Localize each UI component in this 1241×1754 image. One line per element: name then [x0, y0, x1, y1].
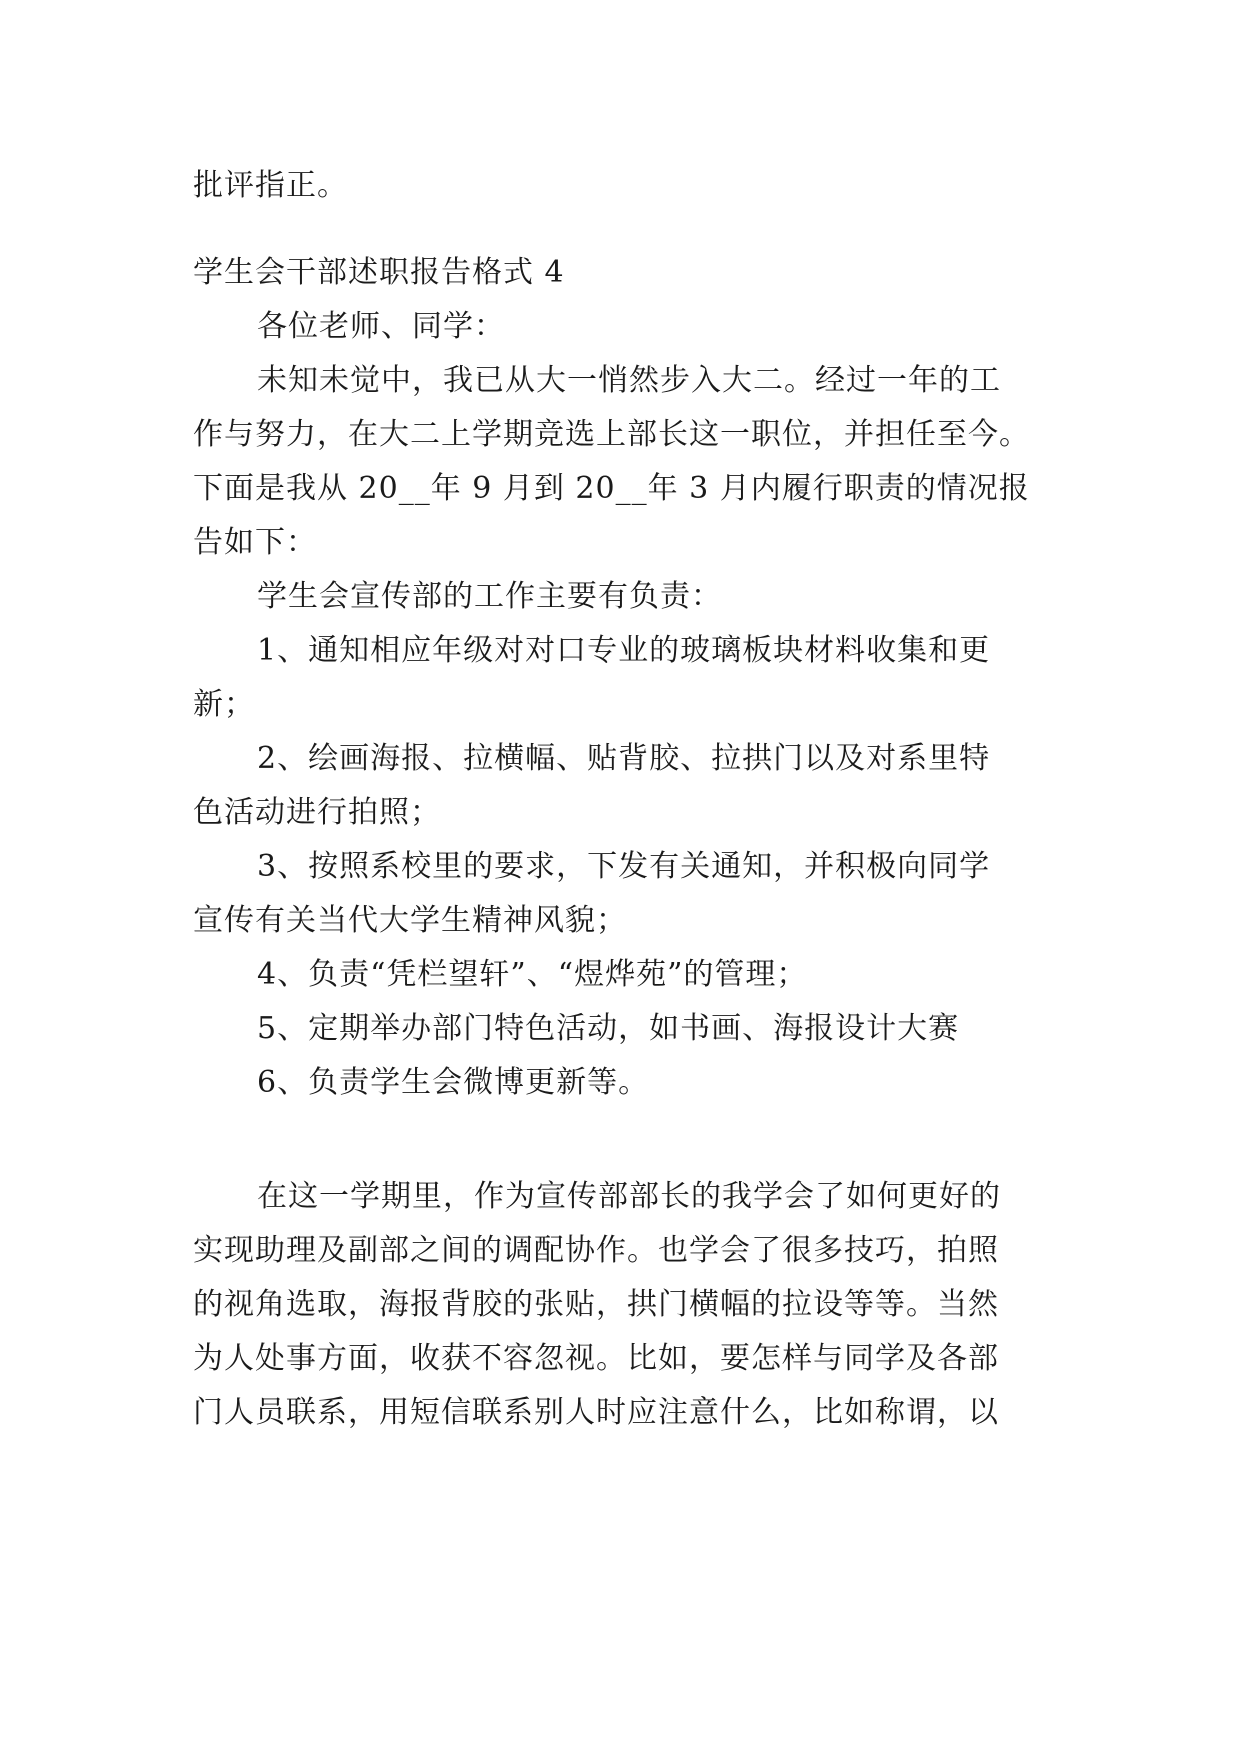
- list-item: 6、负责学生会微博更新等。: [257, 1065, 650, 1100]
- text-line: 下面是我从 20__年 9 月到 20__年 3 月内履行职责的情况报: [193, 471, 1030, 506]
- list-item: 4、负责“凭栏望轩”、“煜烨苑”的管理；: [257, 957, 808, 992]
- text-line: 学生会宣传部的工作主要有负责：: [257, 579, 722, 614]
- list-item: 1、通知相应年级对对口专业的玻璃板块材料收集和更: [257, 633, 991, 668]
- list-item: 5、定期举办部门特色活动，如书画、海报设计大赛: [257, 1011, 960, 1046]
- text-line: 为人处事方面，收获不容忽视。比如，要怎样与同学及各部: [193, 1341, 999, 1376]
- text-line: 在这一学期里，作为宣传部部长的我学会了如何更好的: [257, 1179, 1001, 1214]
- list-item-continuation: 新；: [193, 687, 255, 722]
- text-line: 的视角选取，海报背胶的张贴，拱门横幅的拉设等等。当然: [193, 1287, 999, 1322]
- salutation: 各位老师、同学：: [257, 309, 505, 344]
- list-item: 2、绘画海报、拉横幅、贴背胶、拉拱门以及对系里特: [257, 741, 991, 776]
- list-item: 3、按照系校里的要求，下发有关通知，并积极向同学: [257, 849, 991, 884]
- text-line: 未知未觉中，我已从大一悄然步入大二。经过一年的工: [257, 363, 1001, 398]
- list-item-continuation: 宣传有关当代大学生精神风貌；: [193, 903, 627, 938]
- section-title: 学生会干部述职报告格式 4: [193, 255, 565, 290]
- text-line: 作与努力，在大二上学期竞选上部长这一职位，并担任至今。: [193, 417, 1030, 452]
- list-item-continuation: 色活动进行拍照；: [193, 795, 441, 830]
- text-line: 批评指正。: [193, 168, 348, 203]
- text-line: 告如下：: [193, 525, 317, 560]
- text-line: 实现助理及副部之间的调配协作。也学会了很多技巧，拍照: [193, 1233, 999, 1268]
- text-line: 门人员联系，用短信联系别人时应注意什么，比如称谓，以: [193, 1395, 999, 1430]
